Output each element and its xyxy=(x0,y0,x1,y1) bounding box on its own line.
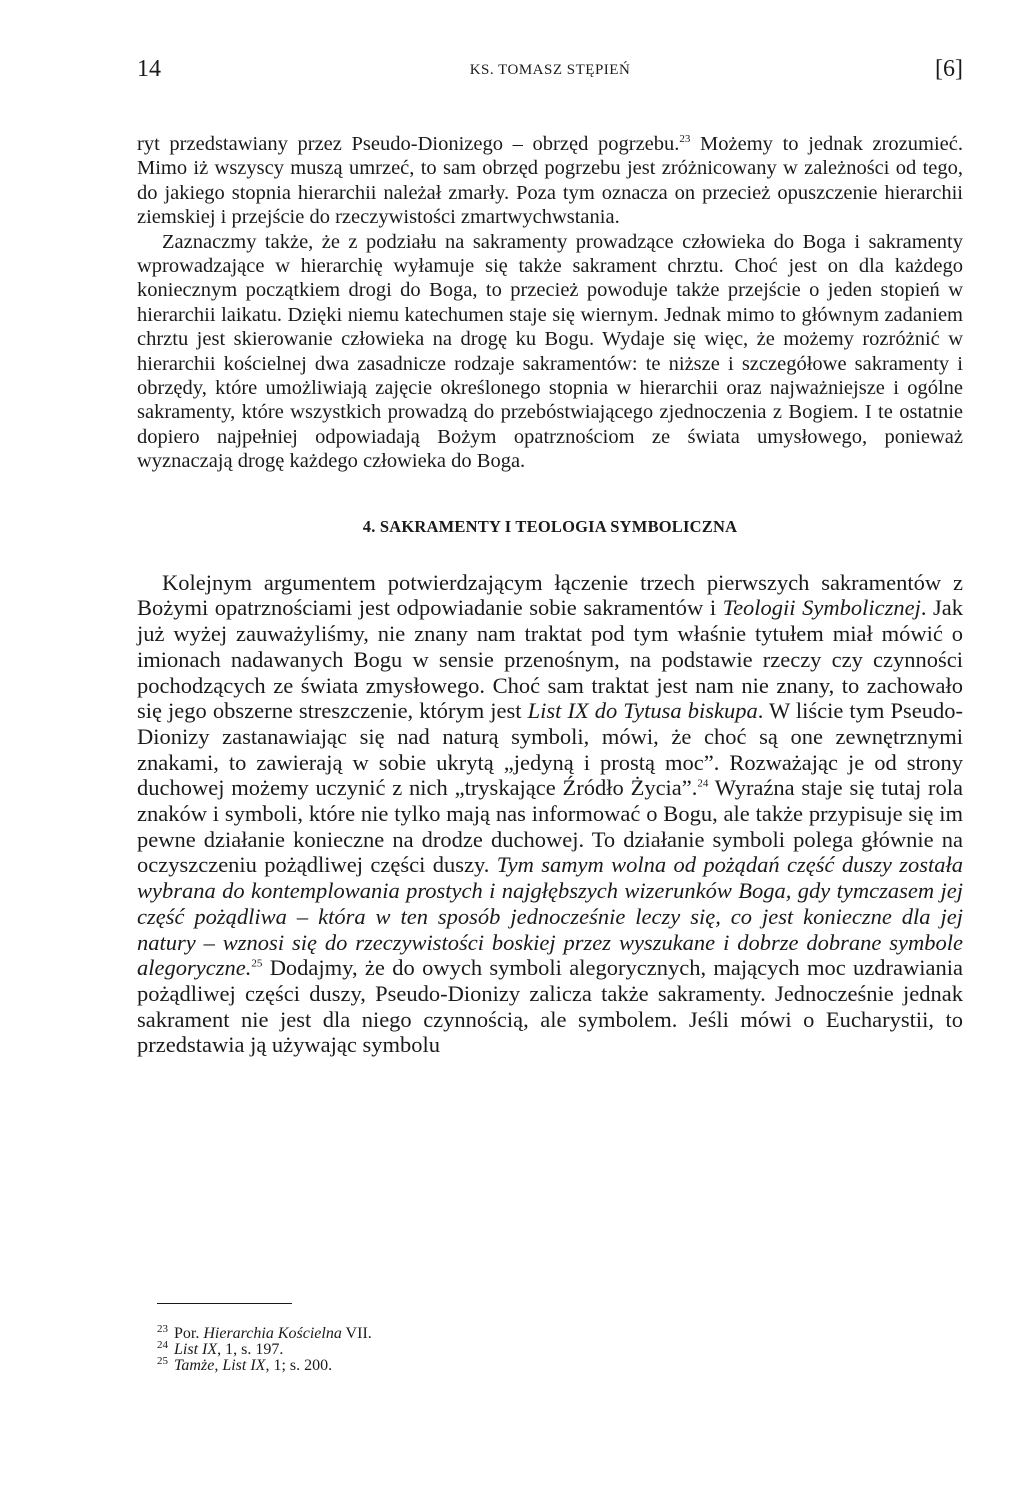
italic-quotation: Tym samym wolna od pożądań część duszy została wybrana do kontemplowania prostych i najgłębszych wizerunków Boga, gdy tymczasem jej część pożądliwa – która w ten sposób jednocześnie leczy się, co jest konieczne dla jej natury – wznosi się do rzeczywistości boskiej przez wyszukane i dobrze dobrane symbole alegoryczne. xyxy=(137,852,964,981)
page-number: 14 xyxy=(137,56,161,82)
footnote-25: $^{25}$ Tamże, List IX, 1; s. 200. xyxy=(157,1354,333,1374)
footnote-ref-25[interactable]: 25 xyxy=(251,957,263,970)
page-reference: [6] xyxy=(935,56,963,82)
title-teologia-symboliczna: Teologii Symbolicznej xyxy=(722,595,921,621)
footnote-ref-24[interactable]: 24 xyxy=(697,777,709,790)
footnotes xyxy=(137,1303,963,1374)
running-head-author: KS. TOMASZ STĘPIEŃ xyxy=(469,62,631,78)
section-heading: 4. SAKRAMENTY I TEOLOGIA SYMBOLICZNA xyxy=(362,516,738,536)
running-header xyxy=(137,56,963,86)
paragraph-1: ryt przedstawiany przez Pseudo-Dionizego – obrzęd pogrzebu.$^{23}$ Możemy to jednak zrozumieć. Mimo iż wszyscy muszą umrzeć, to sam obrzęd pogrzebu jest zróżnicowany w zależności od tego, do jakiego stopnia hierarchii należał zmarły. Poza tym oznacza on przecież opuszczenie hierarchii ziemskiej i przejście do rzeczywistości zmartwychwstania. xyxy=(137,133,963,229)
title-list-ix: List IX do Tytusa biskupa xyxy=(527,698,758,724)
paragraph-3: Kolejnym argumentem potwierdzającym łączenie trzech pierwszych sakramentów z Bożymi opatrznościami jest odpowiadanie sobie sakramentów i Teologii Symbolicznej. Jak już wyżej zauważyliśmy, nie znany nam traktat pod tym właśnie tytułem miał mówić o imionach nadawanych Bogu w sensie przenośnym, na podstawie rzeczy czy czynności pochodzących ze świata zmysłowego. Choć sam traktat jest nam nie znany, to zachowało się jego obszerne streszczenie, którym jest List IX do Tytusa biskupa. W liście tym Pseudo-Dionizy zastanawiając się nad naturą symboli, mówi, że choć są one zewnętrznymi znakami, to zawierają w sobie ukrytą „jedyną i prostą moc”. Rozważając je od strony duchowej możemy uczynić z nich „tryskające Źródło Życia”.$^{24}$ Wyraźna staje się tutaj rola znaków i symboli, które nie tylko mają nas informować o Bogu, ale także przypisuje się im pewne działanie konieczne na drodze duchowej. To działanie symboli polega głównie na oczyszczeniu pożądliwej części duszy. Tym samym wolna od pożądań część duszy została wybrana do kontemplowania prostych i najgłębszych wizerunków Boga, gdy tymczasem jej część pożądliwa – która w ten sposób jednocześnie leczy się, co jest konieczne dla jej natury – wznosi się do rzeczywistości boskiej przez wyszukane i dobrze dobrane symbole alegoryczne.$^{25}$ Dodajmy, że do owych symboli alegorycznych, mających moc uzdrawiania pożądliwej części duszy, Pseudo-Dionizy zalicza także sakramenty. Jednocześnie jednak sakrament nie jest dla niego czynnością, ale symbolem. Jeśli mówi o Eucharystii, to przedstawia ją używając symbolu xyxy=(137,569,964,1058)
footnote-list xyxy=(137,1322,963,1374)
footnote-ref-23[interactable]: 23 xyxy=(679,133,691,146)
footnote-rule xyxy=(157,1303,292,1304)
main-text xyxy=(137,132,963,1058)
footnote-23: $^{23}$ Por. Hierarchia Kościelna VII. xyxy=(157,1322,372,1342)
footnote-24: $^{24}$ List IX, 1, s. 197. xyxy=(157,1338,284,1358)
paragraph-2: Zaznaczmy także, że z podziału na sakramenty prowadzące człowieka do Boga i sakramenty wprowadzające w hierarchię wyłamuje się także sakrament chrztu. Choć jest on dla każdego koniecznym początkiem drogi do Boga, to przecież powoduje także przejście o jeden stopień w hierarchii laikatu. Dzięki niemu katechumen staje się wiernym. Jednak mimo to głównym zadaniem chrztu jest skierowanie człowieka na drogę ku Bogu. Wydaje się więc, że możemy rozróżnić w hierarchii kościelnej dwa zasadnicze rodzaje sakramentów: te niższe i szczegółowe sakramenty i obrzędy, które umożliwiają zajęcie określonego stopnia w hierarchii oraz najważniejsze i ogólne sakramenty, które wszystkich prowadzą do przebóstwiającego zjednoczenia z Bogiem. I te ostatnie dopiero najpełniej odpowiadają Bożym opatrznościom ze świata umysłowego, ponieważ wyznaczają drogę każdego człowieka do Boga. xyxy=(137,230,963,473)
